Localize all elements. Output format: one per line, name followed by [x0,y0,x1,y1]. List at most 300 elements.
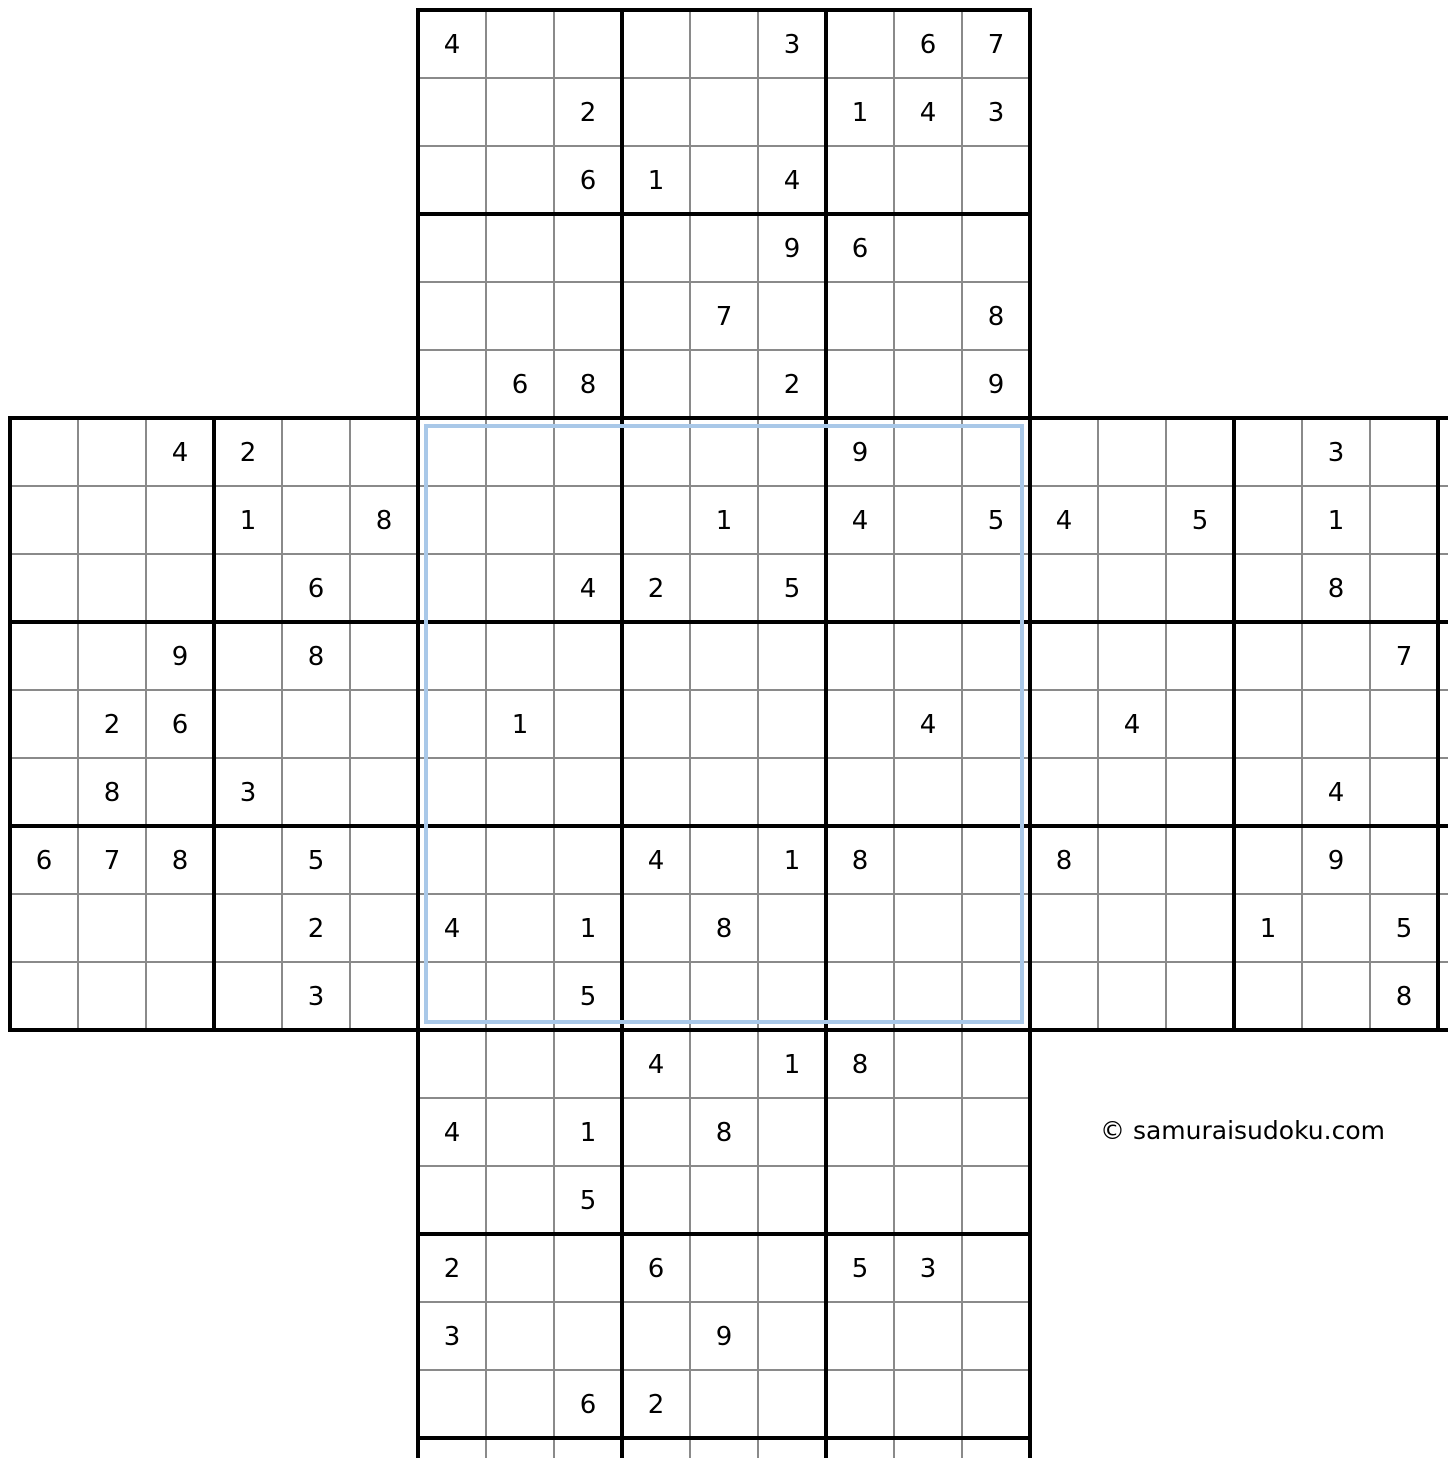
cell-hit-area[interactable] [488,1168,552,1232]
cell-hit-area[interactable] [692,964,756,1028]
cell-hit-area[interactable] [1100,624,1164,688]
cell-hit-area[interactable] [1372,488,1436,552]
sudoku-cell[interactable] [624,1372,688,1436]
sudoku-cell[interactable] [828,1304,892,1368]
sudoku-cell[interactable] [488,964,552,1028]
sudoku-cell[interactable] [828,284,892,348]
cell-hit-area[interactable] [352,692,416,756]
sudoku-cell[interactable] [488,896,552,960]
sudoku-cell[interactable] [624,1304,688,1368]
sudoku-cell[interactable] [1304,760,1368,824]
sudoku-cell[interactable] [284,760,348,824]
sudoku-cell[interactable] [760,1100,824,1164]
sudoku-cell[interactable] [420,1304,484,1368]
cell-hit-area[interactable] [1032,624,1096,688]
cell-hit-area[interactable] [692,1236,756,1300]
cell-hit-area[interactable] [896,760,960,824]
sudoku-cell[interactable] [1440,828,1448,892]
sudoku-cell[interactable] [420,1168,484,1232]
sudoku-cell[interactable] [1032,624,1096,688]
sudoku-cell[interactable] [1440,760,1448,824]
sudoku-cell[interactable] [420,1100,484,1164]
cell-hit-area[interactable] [1168,964,1232,1028]
cell-hit-area[interactable] [624,1304,688,1368]
cell-hit-area[interactable] [624,12,688,76]
sudoku-cell[interactable] [624,216,688,280]
cell-hit-area[interactable] [1100,964,1164,1028]
cell-hit-area[interactable] [964,896,1028,960]
sudoku-cell[interactable] [692,1304,756,1368]
cell-hit-area[interactable] [556,760,620,824]
cell-hit-area[interactable] [964,1440,1028,1458]
cell-hit-area[interactable] [488,216,552,280]
sudoku-cell[interactable] [80,420,144,484]
cell-hit-area[interactable] [896,1372,960,1436]
sudoku-cell[interactable] [12,692,76,756]
cell-hit-area[interactable] [1168,896,1232,960]
cell-hit-area[interactable] [80,964,144,1028]
cell-hit-area[interactable] [1032,420,1096,484]
sudoku-cell[interactable] [1372,760,1436,824]
sudoku-cell[interactable] [420,556,484,620]
cell-hit-area[interactable] [12,896,76,960]
sudoku-cell[interactable] [488,828,552,892]
sudoku-cell[interactable] [624,1236,688,1300]
cell-hit-area[interactable] [964,1100,1028,1164]
sudoku-cell[interactable] [828,896,892,960]
cell-hit-area[interactable] [624,1168,688,1232]
sudoku-cell[interactable] [828,80,892,144]
cell-hit-area[interactable] [1168,760,1232,824]
sudoku-cell[interactable] [692,556,756,620]
sudoku-cell[interactable] [964,352,1028,416]
cell-hit-area[interactable] [964,556,1028,620]
sudoku-cell[interactable] [1100,420,1164,484]
sudoku-cell[interactable] [760,1440,824,1458]
sudoku-cell[interactable] [828,1236,892,1300]
cell-hit-area[interactable] [828,1304,892,1368]
sudoku-cell[interactable] [964,828,1028,892]
sudoku-cell[interactable] [760,896,824,960]
cell-hit-area[interactable] [828,352,892,416]
sudoku-cell[interactable] [556,352,620,416]
cell-hit-area[interactable] [760,80,824,144]
cell-hit-area[interactable] [692,216,756,280]
cell-hit-area[interactable] [624,352,688,416]
cell-hit-area[interactable] [1032,760,1096,824]
sudoku-cell[interactable] [828,1032,892,1096]
cell-hit-area[interactable] [556,1440,620,1458]
cell-hit-area[interactable] [760,420,824,484]
sudoku-cell[interactable] [556,1032,620,1096]
cell-hit-area[interactable] [1440,896,1448,960]
sudoku-cell[interactable] [1100,488,1164,552]
cell-hit-area[interactable] [896,420,960,484]
cell-hit-area[interactable] [692,1372,756,1436]
sudoku-cell[interactable] [1304,828,1368,892]
sudoku-cell[interactable] [1032,828,1096,892]
cell-hit-area[interactable] [556,12,620,76]
sudoku-cell[interactable] [1236,692,1300,756]
cell-hit-area[interactable] [896,624,960,688]
sudoku-cell[interactable] [556,80,620,144]
sudoku-cell[interactable] [12,964,76,1028]
sudoku-cell[interactable] [1236,488,1300,552]
sudoku-cell[interactable] [420,352,484,416]
sudoku-cell[interactable] [420,760,484,824]
sudoku-cell[interactable] [624,1440,688,1458]
cell-hit-area[interactable] [692,80,756,144]
sudoku-cell[interactable] [1168,420,1232,484]
sudoku-cell[interactable] [1304,556,1368,620]
sudoku-cell[interactable] [896,352,960,416]
cell-hit-area[interactable] [12,964,76,1028]
sudoku-cell[interactable] [692,284,756,348]
sudoku-cell[interactable] [352,828,416,892]
cell-hit-area[interactable] [216,556,280,620]
sudoku-cell[interactable] [1100,556,1164,620]
cell-hit-area[interactable] [828,284,892,348]
sudoku-cell[interactable] [420,692,484,756]
sudoku-cell[interactable] [964,1304,1028,1368]
sudoku-cell[interactable] [1168,556,1232,620]
sudoku-cell[interactable] [556,1304,620,1368]
cell-hit-area[interactable] [624,284,688,348]
sudoku-cell[interactable] [896,1372,960,1436]
cell-hit-area[interactable] [760,1236,824,1300]
cell-hit-area[interactable] [80,488,144,552]
cell-hit-area[interactable] [488,1032,552,1096]
sudoku-cell[interactable] [488,760,552,824]
sudoku-cell[interactable] [624,80,688,144]
sudoku-cell[interactable] [760,352,824,416]
cell-hit-area[interactable] [556,488,620,552]
sudoku-cell[interactable] [420,624,484,688]
cell-hit-area[interactable] [964,624,1028,688]
sudoku-cell[interactable] [624,12,688,76]
sudoku-cell[interactable] [1236,896,1300,960]
cell-hit-area[interactable] [828,760,892,824]
cell-hit-area[interactable] [624,80,688,144]
cell-hit-area[interactable] [420,80,484,144]
sudoku-cell[interactable] [692,148,756,212]
cell-hit-area[interactable] [488,488,552,552]
sudoku-cell[interactable] [80,488,144,552]
sudoku-cell[interactable] [420,964,484,1028]
cell-hit-area[interactable] [828,1372,892,1436]
cell-hit-area[interactable] [420,1372,484,1436]
sudoku-cell[interactable] [80,828,144,892]
cell-hit-area[interactable] [896,1440,960,1458]
sudoku-cell[interactable] [760,828,824,892]
sudoku-cell[interactable] [148,488,212,552]
sudoku-cell[interactable] [1304,420,1368,484]
sudoku-cell[interactable] [420,896,484,960]
cell-hit-area[interactable] [1100,488,1164,552]
sudoku-cell[interactable] [760,1372,824,1436]
sudoku-cell[interactable] [1032,964,1096,1028]
sudoku-cell[interactable] [964,1168,1028,1232]
sudoku-cell[interactable] [1100,624,1164,688]
sudoku-cell[interactable] [216,488,280,552]
sudoku-cell[interactable] [284,488,348,552]
sudoku-cell[interactable] [760,284,824,348]
sudoku-cell[interactable] [828,488,892,552]
sudoku-cell[interactable] [624,556,688,620]
sudoku-cell[interactable] [284,624,348,688]
cell-hit-area[interactable] [420,1168,484,1232]
sudoku-cell[interactable] [488,148,552,212]
sudoku-cell[interactable] [1100,964,1164,1028]
cell-hit-area[interactable] [352,624,416,688]
sudoku-cell[interactable] [352,556,416,620]
cell-hit-area[interactable] [284,692,348,756]
sudoku-cell[interactable] [964,692,1028,756]
cell-hit-area[interactable] [760,896,824,960]
sudoku-cell[interactable] [284,896,348,960]
cell-hit-area[interactable] [556,1304,620,1368]
sudoku-cell[interactable] [760,216,824,280]
cell-hit-area[interactable] [692,1032,756,1096]
sudoku-cell[interactable] [12,896,76,960]
cell-hit-area[interactable] [828,1168,892,1232]
cell-hit-area[interactable] [488,896,552,960]
cell-hit-area[interactable] [488,624,552,688]
sudoku-cell[interactable] [488,80,552,144]
sudoku-cell[interactable] [692,624,756,688]
cell-hit-area[interactable] [896,1304,960,1368]
sudoku-cell[interactable] [1440,896,1448,960]
sudoku-cell[interactable] [556,420,620,484]
cell-hit-area[interactable] [1032,556,1096,620]
sudoku-cell[interactable] [624,964,688,1028]
sudoku-cell[interactable] [420,1032,484,1096]
sudoku-cell[interactable] [1304,896,1368,960]
sudoku-cell[interactable] [1372,964,1436,1028]
cell-hit-area[interactable] [488,420,552,484]
sudoku-cell[interactable] [556,1236,620,1300]
cell-hit-area[interactable] [828,692,892,756]
cell-hit-area[interactable] [488,80,552,144]
sudoku-cell[interactable] [420,284,484,348]
cell-hit-area[interactable] [12,556,76,620]
cell-hit-area[interactable] [1440,420,1448,484]
sudoku-cell[interactable] [1032,896,1096,960]
sudoku-cell[interactable] [420,828,484,892]
sudoku-cell[interactable] [420,1372,484,1436]
sudoku-cell[interactable] [760,760,824,824]
cell-hit-area[interactable] [624,1100,688,1164]
sudoku-cell[interactable] [216,556,280,620]
sudoku-cell[interactable] [692,1440,756,1458]
sudoku-cell[interactable] [828,1168,892,1232]
sudoku-cell[interactable] [896,556,960,620]
cell-hit-area[interactable] [352,964,416,1028]
sudoku-cell[interactable] [964,964,1028,1028]
sudoku-cell[interactable] [1032,488,1096,552]
sudoku-cell[interactable] [624,488,688,552]
cell-hit-area[interactable] [556,1032,620,1096]
sudoku-cell[interactable] [352,760,416,824]
sudoku-cell[interactable] [216,420,280,484]
cell-hit-area[interactable] [80,896,144,960]
cell-hit-area[interactable] [556,692,620,756]
cell-hit-area[interactable] [1236,624,1300,688]
sudoku-cell[interactable] [760,1032,824,1096]
sudoku-cell[interactable] [624,284,688,348]
cell-hit-area[interactable] [488,964,552,1028]
sudoku-cell[interactable] [216,760,280,824]
sudoku-cell[interactable] [148,692,212,756]
sudoku-cell[interactable] [828,1100,892,1164]
sudoku-cell[interactable] [420,420,484,484]
cell-hit-area[interactable] [1100,896,1164,960]
sudoku-cell[interactable] [148,556,212,620]
sudoku-cell[interactable] [352,488,416,552]
cell-hit-area[interactable] [1100,760,1164,824]
cell-hit-area[interactable] [556,828,620,892]
cell-hit-area[interactable] [624,624,688,688]
sudoku-cell[interactable] [1032,420,1096,484]
sudoku-cell[interactable] [1372,828,1436,892]
sudoku-cell[interactable] [12,420,76,484]
sudoku-cell[interactable] [556,760,620,824]
sudoku-cell[interactable] [556,284,620,348]
cell-hit-area[interactable] [488,1304,552,1368]
sudoku-cell[interactable] [760,80,824,144]
sudoku-cell[interactable] [1236,964,1300,1028]
sudoku-cell[interactable] [1236,556,1300,620]
cell-hit-area[interactable] [216,624,280,688]
cell-hit-area[interactable] [1440,488,1448,552]
sudoku-cell[interactable] [1304,624,1368,688]
sudoku-cell[interactable] [896,1236,960,1300]
cell-hit-area[interactable] [624,692,688,756]
sudoku-cell[interactable] [1440,420,1448,484]
cell-hit-area[interactable] [964,760,1028,824]
cell-hit-area[interactable] [1304,692,1368,756]
sudoku-cell[interactable] [488,216,552,280]
sudoku-cell[interactable] [828,964,892,1028]
cell-hit-area[interactable] [760,284,824,348]
cell-hit-area[interactable] [80,624,144,688]
sudoku-cell[interactable] [556,148,620,212]
cell-hit-area[interactable] [148,556,212,620]
sudoku-cell[interactable] [556,964,620,1028]
sudoku-cell[interactable] [760,1168,824,1232]
cell-hit-area[interactable] [556,216,620,280]
cell-hit-area[interactable] [692,148,756,212]
cell-hit-area[interactable] [1304,896,1368,960]
cell-hit-area[interactable] [760,692,824,756]
sudoku-cell[interactable] [1032,760,1096,824]
cell-hit-area[interactable] [896,964,960,1028]
cell-hit-area[interactable] [420,964,484,1028]
cell-hit-area[interactable] [1236,828,1300,892]
sudoku-cell[interactable] [284,964,348,1028]
sudoku-cell[interactable] [80,624,144,688]
cell-hit-area[interactable] [420,488,484,552]
cell-hit-area[interactable] [964,216,1028,280]
sudoku-cell[interactable] [1372,556,1436,620]
cell-hit-area[interactable] [828,148,892,212]
sudoku-cell[interactable] [896,80,960,144]
sudoku-cell[interactable] [488,1372,552,1436]
cell-hit-area[interactable] [896,896,960,960]
cell-hit-area[interactable] [964,1168,1028,1232]
sudoku-cell[interactable] [216,624,280,688]
cell-hit-area[interactable] [488,1372,552,1436]
sudoku-cell[interactable] [828,556,892,620]
sudoku-cell[interactable] [692,1100,756,1164]
sudoku-cell[interactable] [624,760,688,824]
cell-hit-area[interactable] [896,216,960,280]
cell-hit-area[interactable] [1440,624,1448,688]
cell-hit-area[interactable] [1100,556,1164,620]
sudoku-cell[interactable] [964,488,1028,552]
cell-hit-area[interactable] [624,896,688,960]
cell-hit-area[interactable] [692,556,756,620]
sudoku-cell[interactable] [284,556,348,620]
sudoku-cell[interactable] [896,420,960,484]
sudoku-cell[interactable] [80,556,144,620]
sudoku-cell[interactable] [12,828,76,892]
sudoku-cell[interactable] [760,964,824,1028]
sudoku-cell[interactable] [1440,556,1448,620]
cell-hit-area[interactable] [760,964,824,1028]
cell-hit-area[interactable] [896,1032,960,1096]
cell-hit-area[interactable] [828,896,892,960]
cell-hit-area[interactable] [216,896,280,960]
cell-hit-area[interactable] [420,216,484,280]
sudoku-cell[interactable] [896,1168,960,1232]
sudoku-cell[interactable] [148,964,212,1028]
cell-hit-area[interactable] [896,352,960,416]
sudoku-cell[interactable] [1304,964,1368,1028]
sudoku-cell[interactable] [1372,692,1436,756]
sudoku-cell[interactable] [1168,760,1232,824]
sudoku-cell[interactable] [964,12,1028,76]
sudoku-cell[interactable] [488,1100,552,1164]
sudoku-cell[interactable] [692,80,756,144]
cell-hit-area[interactable] [1236,692,1300,756]
cell-hit-area[interactable] [760,1304,824,1368]
cell-hit-area[interactable] [1304,624,1368,688]
sudoku-cell[interactable] [624,148,688,212]
sudoku-cell[interactable] [624,692,688,756]
sudoku-cell[interactable] [488,488,552,552]
cell-hit-area[interactable] [624,216,688,280]
cell-hit-area[interactable] [1440,964,1448,1028]
sudoku-cell[interactable] [692,896,756,960]
sudoku-cell[interactable] [1236,828,1300,892]
sudoku-cell[interactable] [692,1236,756,1300]
sudoku-cell[interactable] [964,284,1028,348]
cell-hit-area[interactable] [828,12,892,76]
sudoku-cell[interactable] [148,420,212,484]
sudoku-cell[interactable] [284,692,348,756]
sudoku-cell[interactable] [352,964,416,1028]
sudoku-cell[interactable] [896,12,960,76]
cell-hit-area[interactable] [1236,488,1300,552]
cell-hit-area[interactable] [1168,828,1232,892]
cell-hit-area[interactable] [896,488,960,552]
sudoku-cell[interactable] [828,624,892,688]
sudoku-cell[interactable] [964,148,1028,212]
cell-hit-area[interactable] [692,352,756,416]
sudoku-cell[interactable] [896,488,960,552]
sudoku-cell[interactable] [1236,420,1300,484]
